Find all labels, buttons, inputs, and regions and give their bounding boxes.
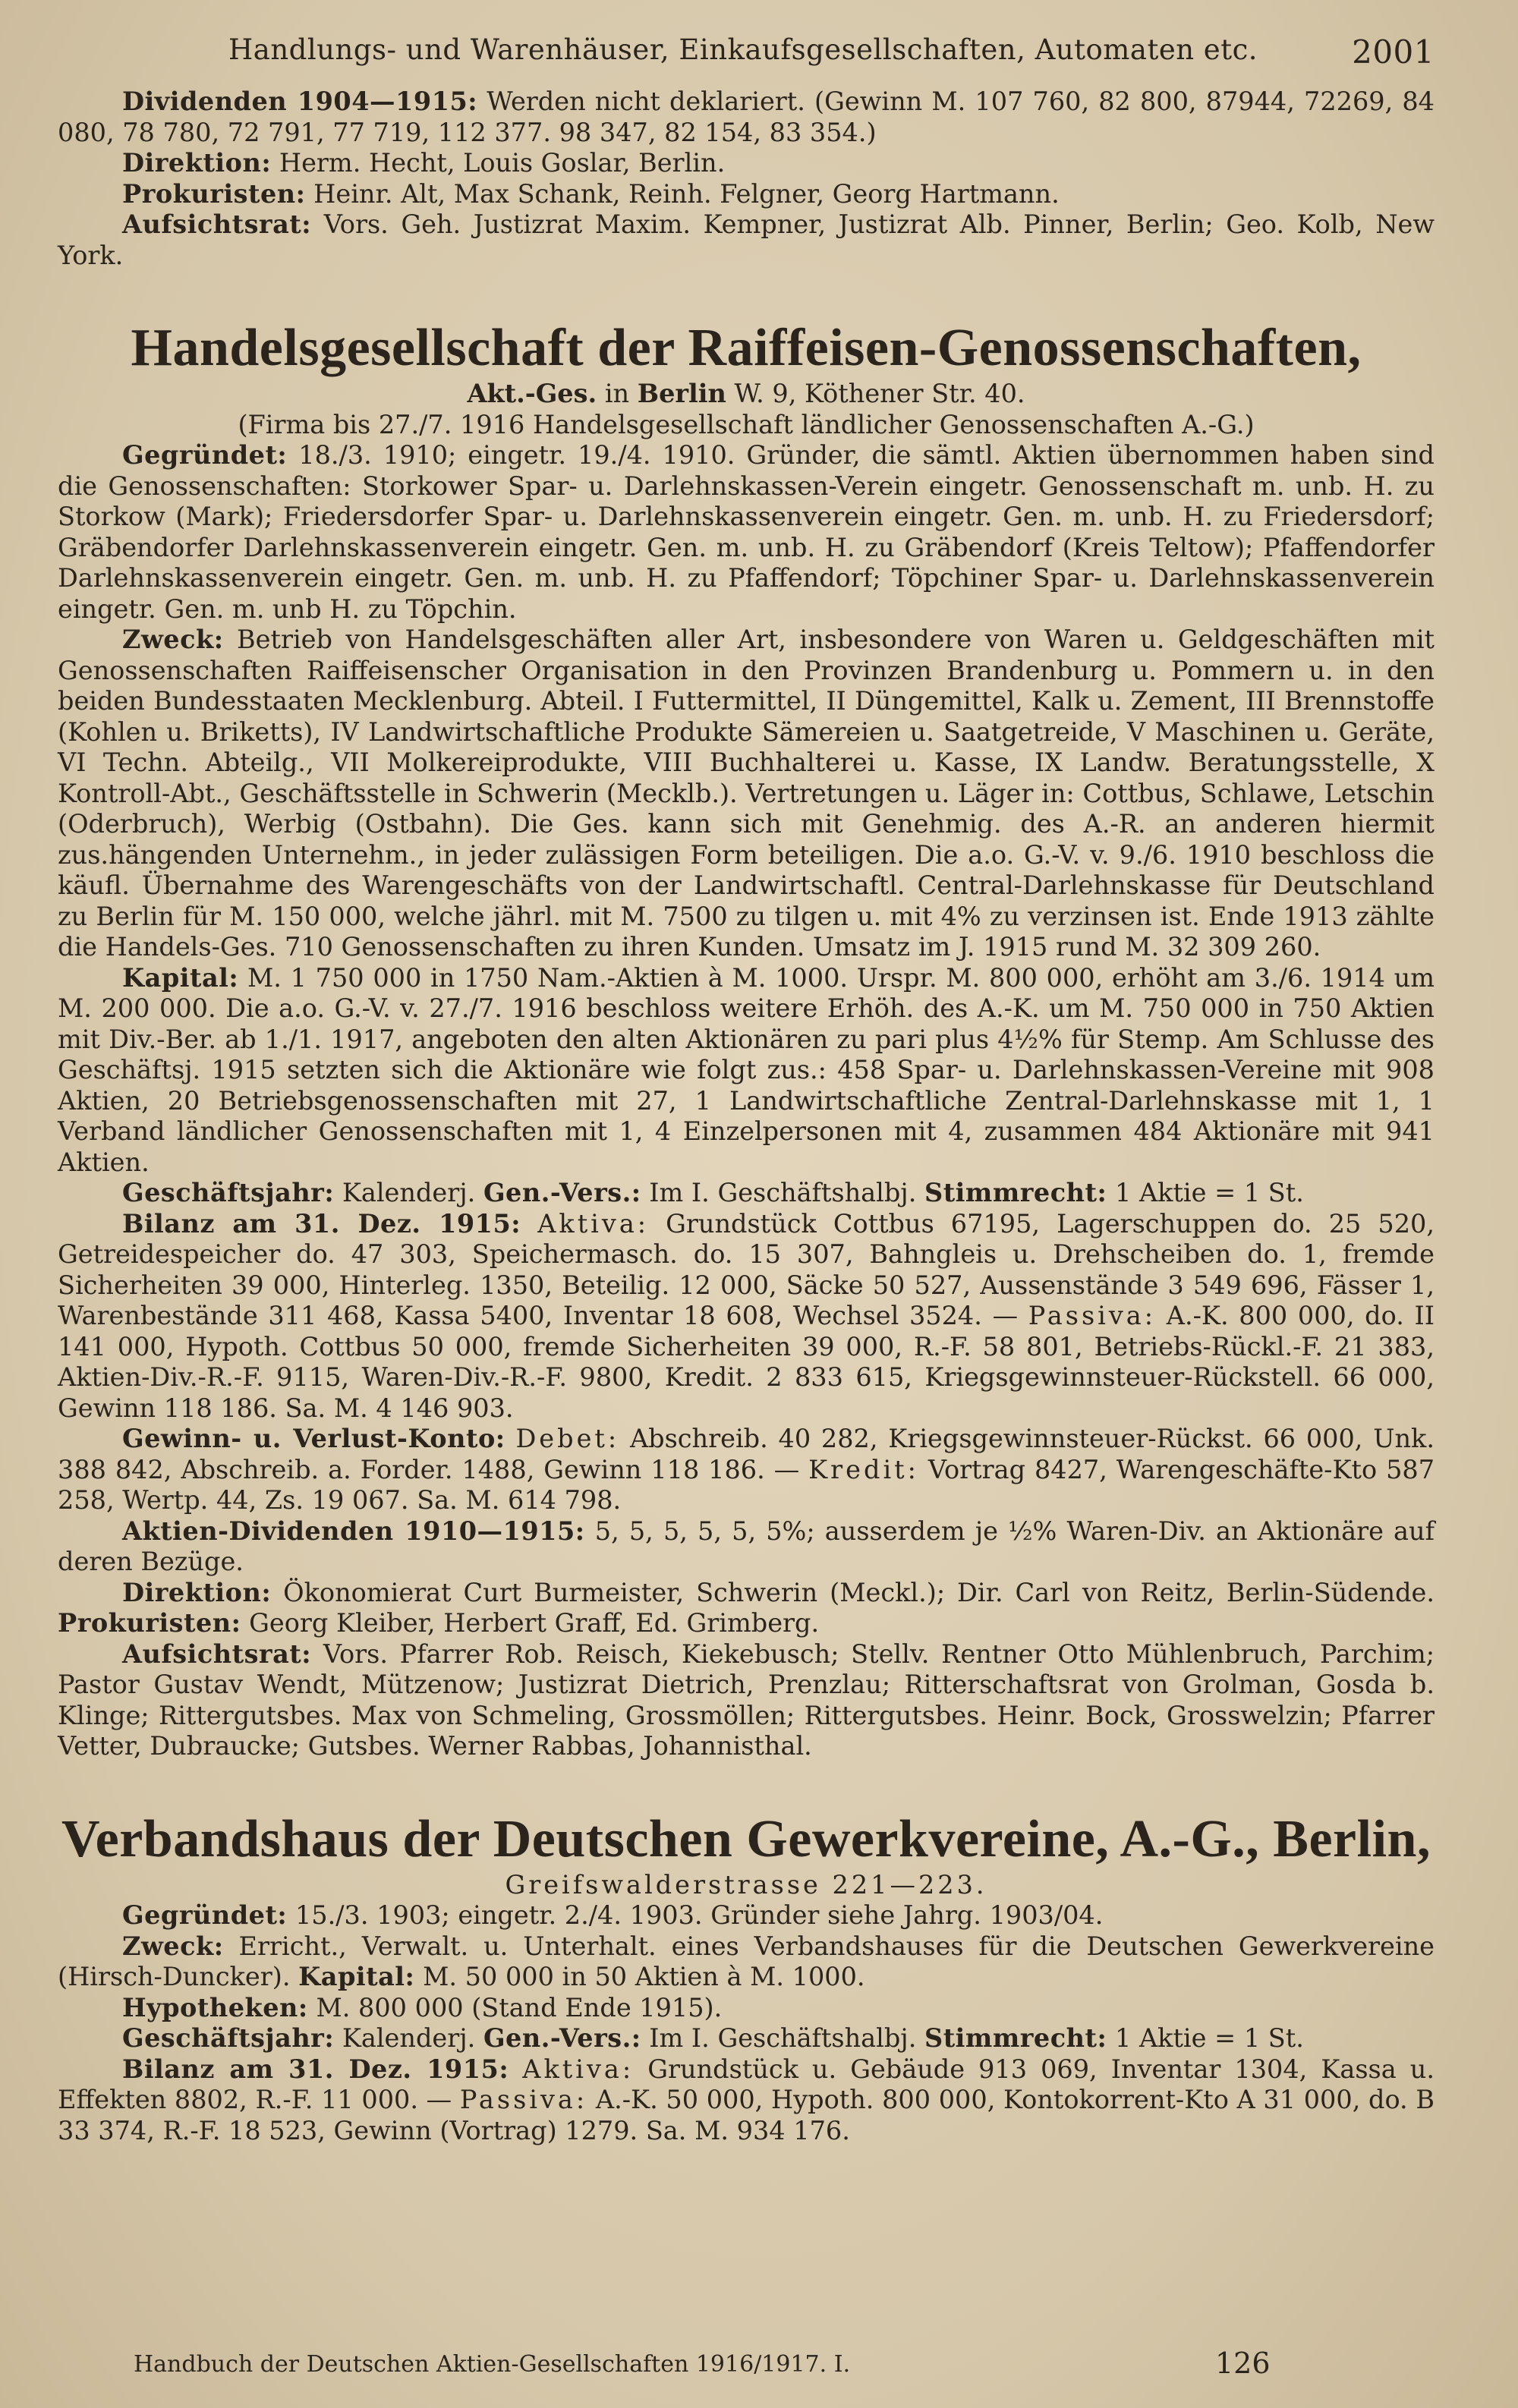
direktion-text: Herm. Hecht, Louis Goslar, Berlin. [279,148,726,178]
company-address: W. 9, Köthener Str. 40. [734,379,1025,408]
aufsichtsrat-text: Vors. Pfarrer Rob. Reisch, Kiekebusch; Stellv. Rentner Otto Mühlenbruch, Parchim; Pastor Gustav Wendt, Mützenow; Justizrat Dietrich, Prenzlau; Ritterschaftsrat von Grolman, Gosda b. Klinge; Rittergutsbes. Max von Schmeling, Grossmöllen; Rittergutsbes. Heinr. Bock, Grosswelzin; Pfarrer Vetter, Dubraucke; Gutsbes. Werner Rabbas, Johannisthal. [58,1638,1435,1761]
passiva-text: A.-K. 50 000, Hypoth. 800 000, Kontokorrent-Kto A 31 000, do. B 33 374, R.-F. 18 523, Gewinn (Vortrag) 1279. Sa. M. 934 176. [58,2085,1435,2145]
stimmrecht-label: Stimmrecht: [924,1178,1107,1207]
zweck-paragraph [58,1931,1435,1993]
kapital-label: Kapital: [298,1962,415,1991]
kapital-label: Kapital: [122,962,239,993]
kapital-paragraph [58,963,1435,1179]
previous-entry [58,87,1435,271]
prokuristen-text: Heinr. Alt, Max Schank, Reinh. Felgner, Georg Hartmann. [313,178,1060,209]
kapital-text: M. 50 000 in 50 Aktien à M. 1000. [423,1962,865,1991]
zweck-label: Zweck: [122,625,224,654]
gegruendet-paragraph [58,440,1435,625]
hypotheken-text: M. 800 000 (Stand Ende 1915). [316,1992,723,2022]
debet-text: Abschreib. 40 282, Kriegsgewinnsteuer-Rückst. 66 000, Unk. 388 842, Abschreib. a. Forder. 1488, Gewinn 118 186. — [58,1424,1435,1484]
direktion-text: Ökonomierat Curt Burmeister, Schwerin (Meckl.); Dir. Carl von Reitz, Berlin-Südende. [283,1577,1435,1607]
aufsichtsrat-paragraph [58,209,1435,271]
aktiendiv-text: 5, 5, 5, 5, 5, 5%; ausserdem je ½% Waren-Div. an Aktionäre auf deren Bezüge. [58,1516,1435,1576]
zweck-text: Erricht., Verwalt. u. Unterhalt. eines Verbandshauses für die Deutschen Gewerkvereine (Hirsch-Duncker). [58,1931,1435,1991]
entry-title: Verbandshaus der Deutschen Gewerkvereine, A.-G., Berlin, [61,1809,1431,1868]
running-head-title: Handlungs- und Warenhäuser, Einkaufsgesellschaften, Automaten etc. [228,33,1258,66]
aktiendiv-paragraph [58,1516,1435,1578]
prokuristen-text: Georg Kleiber, Herbert Graff, Ed. Grimberg. [249,1608,820,1638]
geschaeftsjahr-label: Geschäftsjahr: [122,2023,335,2053]
entry-address: Greifswalderstrasse 221—223. [505,1869,987,1900]
aufsichtsrat-label: Aufsichtsrat: [122,209,312,239]
bilanz-label: Bilanz am 31. Dez. 1915: [122,1208,521,1239]
bilanz-paragraph [58,1209,1435,1424]
hypotheken-paragraph [58,1993,1435,2024]
zweck-label: Zweck: [122,1931,224,1961]
genvers-text: Im I. Geschäftshalbj. [649,2023,917,2053]
former-name: (Firma bis 27./7. 1916 Handelsgesellschaft ländlicher Genossenschaften A.-G.) [238,409,1255,439]
bilanz-paragraph [58,2054,1435,2147]
prokuristen-label: Prokuristen: [122,178,306,209]
geschaeftsjahr-label: Geschäftsjahr: [122,1178,335,1207]
stimmrecht-text: 1 Aktie = 1 St. [1115,1178,1304,1207]
footer-publication: Handbuch der Deutschen Aktien-Gesellschaften 1916/1917. I. [134,2351,851,2378]
prokuristen-paragraph [58,179,1435,210]
geschaeftsjahr-text: Kalenderj. [342,1178,476,1207]
aufsichtsrat-text: Vors. Geh. Justizrat Maxim. Kempner, Justizrat Alb. Pinner, Berlin; Geo. Kolb, New York. [58,209,1435,270]
passiva-label: Passiva: [1028,1301,1157,1330]
subtitle-in: in [604,379,630,408]
company-city: Berlin [637,379,726,408]
gegruendet-label: Gegründet: [122,1900,288,1930]
entry-title: Handelsgesellschaft der Raiffeisen-Genossenschaften, [131,319,1362,377]
dividends-label: Dividenden 1904—1915: [122,87,478,116]
aktiva-text: Grundstück Cottbus 67195, Lagerschuppen do. 25 520, Getreidespeicher do. 47 303, Speichermasch. do. 15 307, Bahngleis u. Drehscheiben do. 1, fremde Sicherheiten 39 000, Hinterleg. 1350, Beteilig. 12 000, Säcke 50 527, Aussenstände 3 549 696, Fässer 1, Warenbestände 311 468, Kassa 5400, Inventar 18 608, Wechsel 3524. — [58,1208,1435,1330]
running-head [58,33,1435,87]
gegruendet-text: 18./3. 1910; eingetr. 19./4. 1910. Gründer, die sämtl. Aktien übernommen haben sind die Genossenschaften: Storkower Spar- u. Darlehnskassen-Verein eingetr. Genossenschaft m. unb. H. zu Storkow (Mark); Friedersdorfer Spar- u. Darlehnskassenverein eingetr. Gen. m. unb. H. zu Friedersdorf; Gräbendorfer Darlehnskassenverein eingetr. Gen. m. unb. H. zu Gräbendorf (Kreis Teltow); Pfaffendorfer Darlehnskassenverein eingetr. Gen. m. unb. H. zu Pfaffendorf; Töpchiner Spar- u. Darlehnskassenverein eingetr. Gen. m. unb H. zu Töpchin. [58,440,1435,624]
entry-raiffeisen [58,318,1435,1762]
direktion-label: Direktion: [122,148,272,178]
genvers-label: Gen.-Vers.: [483,1178,641,1207]
gegruendet-label: Gegründet: [122,440,288,470]
gegruendet-text: 15./3. 1903; eingetr. 2./4. 1903. Gründer siehe Jahrg. 1903/04. [294,1900,1104,1930]
guv-paragraph [58,1424,1435,1516]
direktion-paragraph [58,148,1435,179]
genvers-text: Im I. Geschäftshalbj. [649,1178,917,1207]
debet-label: Debet: [515,1424,620,1453]
bilanz-label: Bilanz am 31. Dez. 1915: [122,2054,509,2084]
aktiva-label: Aktiva: [522,2054,635,2084]
guv-label: Gewinn- u. Verlust-Konto: [122,1424,505,1453]
footer-sheet-number: 126 [1215,2347,1271,2380]
entry-verbandshaus [58,1809,1435,2147]
passiva-text: A.-K. 800 000, do. II 141 000, Hypoth. Cottbus 50 000, fremde Sicherheiten 39 000, R.-F. 58 801, Betriebs-Rückl.-F. 21 383, Aktien-Div.-R.-F. 9115, Waren-Div.-R.-F. 9800, Kredit. 2 833 615, Kriegsgewinnsteuer-Rückstell. 66 000, Gewinn 118 186. Sa. M. 4 146 903. [58,1301,1435,1423]
direktion-paragraph [58,1578,1435,1639]
geschaeftsjahr-paragraph [58,1178,1435,1209]
gegruendet-paragraph [58,1900,1435,1931]
aufsichtsrat-label: Aufsichtsrat: [122,1638,312,1669]
prokuristen-label: Prokuristen: [58,1608,241,1638]
zweck-text: Betrieb von Handelsgeschäften aller Art, insbesondere von Waren u. Geldgeschäften mit Genossenschaften Raiffeisenscher Organisation in den Provinzen Brandenburg u. Pommern u. in den beiden Bundesstaaten Mecklenburg. Abteil. I Futtermittel, II Düngemittel, Kalk u. Zement, III Brennstoffe (Kohlen u. Briketts), IV Landwirtschaftliche Produkte Sämereien u. Saatgetreide, V Maschinen u. Geräte, VI Techn. Abteilg., VII Molkereiprodukte, VIII Buchhalterei u. Kasse, IX Landw. Beratungsstelle, X Kontroll-Abt., Geschäftsstelle in Schwerin (Mecklb.). Vertretungen u. Läger in: Cottbus, Schlawe, Letschin (Oderbruch), Werbig (Ostbahn). Die Ges. kann sich mit Genehmig. des A.-R. an anderen hiermit zus.hängenden Unternehm., in jeder zulässigen Form beteiligen. Die a.o. G.-V. v. 9./6. 1910 beschloss die käufl. Übernahme des Warengeschäfts von der Landwirtschaftl. Central-Darlehnskasse für Deutschland zu Berlin für M. 150 000, welche jährl. mit M. 7500 zu tilgen u. mit 4% zu verzinsen ist. Ende 1913 zählte die Handels-Ges. 710 Genossenschaften zu ihren Kunden. Umsatz im J. 1915 rund M. 32 309 260. [58,625,1435,962]
entry-subtitle [58,379,1435,410]
direktion-label: Direktion: [122,1577,272,1607]
dividends-paragraph [58,87,1435,148]
passiva-label: Passiva: [459,2085,588,2114]
aufsichtsrat-paragraph [58,1639,1435,1762]
kapital-text: M. 1 750 000 in 1750 Nam.-Aktien à M. 1000. Urspr. M. 800 000, erhöht am 3./6. 1914 um M. 200 000. Die a.o. G.-V. v. 27./7. 1916 beschloss weitere Erhöh. des A.-K. um M. 750 000 in 750 Aktien mit Div.-Ber. ab 1./1. 1917, angeboten den alten Aktionären zu pari plus 4½% für Stemp. Am Schlusse des Geschäftsj. 1915 setzten sich die Aktionäre wie folgt zus.: 458 Spar- u. Darlehnskassen-Vereine mit 908 Aktien, 20 Betriebsgenossenschaften mit 27, 1 Landwirtschaftliche Zentral-Darlehnskasse mit 1, 1 Verband ländlicher Genossenschaften mit 1, 4 Einzelpersonen mit 4, zusammen 484 Aktionäre mit 941 Aktien. [58,962,1435,1177]
aktiva-text: Grundstück u. Gebäude 913 069, Inventar 1304, Kassa u. Effekten 8802, R.-F. 11 000. — [58,2054,1435,2114]
zweck-paragraph [58,625,1435,963]
stimmrecht-text: 1 Aktie = 1 St. [1115,2023,1304,2053]
dividends-text: Werden nicht deklariert. (Gewinn M. 107 760, 82 800, 87944, 72269, 84 080, 78 780, 72 791, 77 719, 112 377. 98 347, 82 154, 83 354.) [58,87,1435,147]
aktiva-label: Aktiva: [537,1208,650,1239]
kredit-text: Vortrag 8427, Warengeschäfte-Kto 587 258, Wertp. 44, Zs. 19 067. Sa. M. 614 798. [58,1454,1435,1515]
page-number: 2001 [1352,33,1435,71]
genvers-label: Gen.-Vers.: [483,2023,641,2053]
geschaeftsjahr-text: Kalenderj. [342,2023,476,2053]
stimmrecht-label: Stimmrecht: [924,2023,1107,2053]
geschaeftsjahr-paragraph [58,2023,1435,2054]
hypotheken-label: Hypotheken: [122,1992,308,2022]
aktiendiv-label: Aktien-Dividenden 1910—1915: [122,1516,585,1546]
company-form: Akt.-Ges. [467,379,597,408]
kredit-label: Kredit: [808,1454,919,1484]
